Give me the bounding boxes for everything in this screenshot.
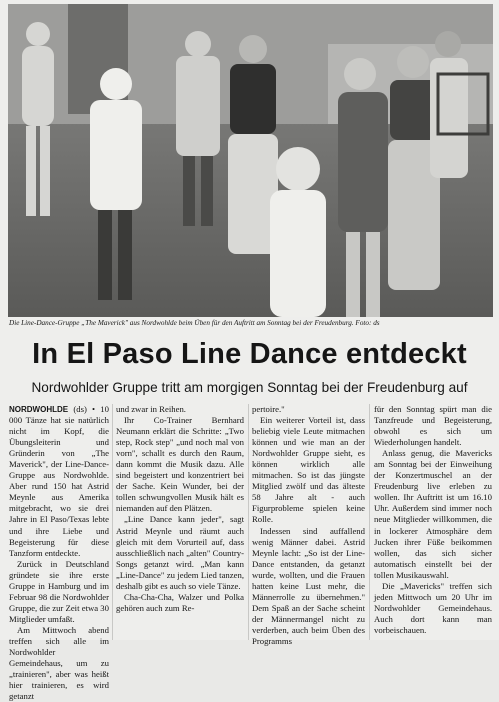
paragraph: Ein weiterer Vorteil ist, dass beliebig viele Leute mitmachen können und wie man an der Nordwohlder Gruppe sieht, es können wirklich alle mitmachen. So ist das jüngste Mitglied zwölf und das älteste 58 Jahre alt - auch Figurprobleme spielen keine Rolle. <box>252 415 365 525</box>
paragraph: Indessen sind auffallend wenig Männer dabei. Astrid Meynle lacht: „So ist der Line-Dance entstanden, da getanzt wurde, wollten, und die Frauen hatten keine Lust mehr, die Männerrolle zu übernehmen." Dem Spaß an der Sache scheint der Männermangel nicht zu verderben, auch beim Üben des Programms <box>252 525 365 646</box>
column-divider <box>369 404 370 640</box>
article-column-1 <box>9 404 109 702</box>
paragraph: und zwar in Reihen. <box>116 404 186 414</box>
article-column-2 <box>116 404 244 640</box>
location-label: NORDWOHLDE <box>9 405 69 414</box>
column-divider <box>248 404 249 640</box>
paragraph-text: (ds) • 10 000 Tänze hat sie natürlich nicht im Kopf, die Übungsleiterin und Gründerin von „The Maverick", der Line-Dance-Gruppe aus Nordwohlde. Aber rund 150 hat Astrid Meynle aus Amerika mitgebracht, wo sie drei Jahre in El Paso/Texas lebte und ihre Liebe und Begeisterung für diese Tanzform entdeckte. <box>9 404 109 558</box>
paragraph: Cha-Cha-Cha, Walzer und Polka gehören auch zum Re- <box>116 591 244 613</box>
paragraph: Die „Mavericks" treffen sich jeden Mittwoch um 20 Uhr im Nordwohlder Gemeindehaus. Auch dort kann man vorbeischauen. <box>374 580 492 635</box>
subheadline: Nordwohlder Gruppe tritt am morgigen Sonntag bei der Freudenburg auf <box>31 380 468 395</box>
paragraph: Ihr Co-Trainer Bernhard Neumann erklärt die Schritte: „Two step, Rock step" „und noch mal von vorn", schallt es durch den Raum, dann kommt die Musik dazu. Alle sind begeistert und konzentriert bei der Sache. Kein Wunder, bei der tollen schwungvollen Musik hält es niemanden auf den Plätzen. <box>116 415 244 514</box>
paragraph <box>9 404 109 559</box>
paragraph: Anlass genug, die Mavericks am Sonntag bei der Einweihung der Konzertmuschel an der Freudenburg live erleben zu wollen. Ihr Auftritt ist um 16.10 Uhr. Außerdem sind immer noch neue Mitglieder willkommen, die in lockerer Atmosphäre dem Jucken ihrer Füße beikommen wollen, das sich sicher automatisch einstellt bei der tollen Musikauswahl. <box>374 448 492 580</box>
photo-caption: Die Line-Dance-Gruppe „The Maverick" aus Nordwohlde beim Üben für den Auftritt am Sonntag bei der Freudenburg. Foto: ds <box>9 319 380 327</box>
paragraph: für den Sonntag spürt man die Tanzfreude und Begeisterung, obwohl es sich um Wiederholungen handelt. <box>374 404 492 448</box>
headline: In El Paso Line Dance entdeckt <box>32 338 467 370</box>
photo-illustration <box>8 4 493 317</box>
dance-group-photo <box>8 4 493 317</box>
article-column-3 <box>252 404 365 646</box>
paragraph: Zurück in Deutschland gründete sie ihre erste Gruppe in Hamburg und im Februar 98 die Nordwohlder Gruppe, die zur Zeit etwa 30 Mitglieder umfaßt. <box>9 558 109 624</box>
paragraph: Am Mittwoch abend treffen sich alle im Nordwohlder Gemeindehaus, um zu „trainieren", aber was heißt hier trainieren, es wird getanzt <box>9 624 109 702</box>
column-divider <box>112 404 113 640</box>
paragraph: pertoire." <box>252 404 285 414</box>
paragraph: „Line Dance kann jeder", sagt Astrid Meynle und räumt auch gleich mit dem Vorurteil auf, dass ausschließlich nach „alten" Country-Songs getanzt wird. „Man kann „Line-Dance" zu jedem Lied tanzen, deshalb gibt es auch so viele Tänze. <box>116 514 244 591</box>
article-column-4 <box>374 404 492 640</box>
